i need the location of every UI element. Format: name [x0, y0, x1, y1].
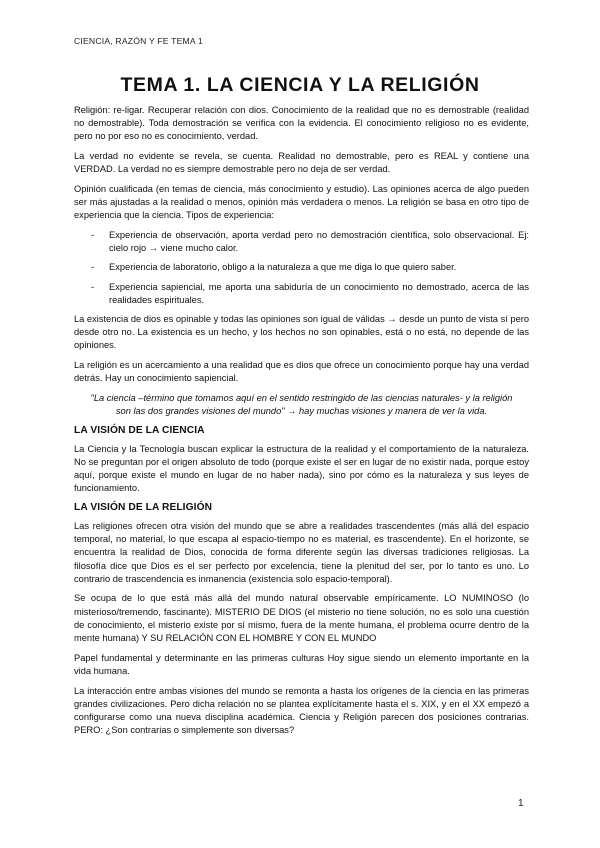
list-item-text: Experiencia de observación, aporta verdad pero no demostración científica, solo observacional. Ej: cielo rojo → viene mucho calor. [109, 230, 529, 254]
intro-paragraph-3: Opinión cualificada (en temas de ciencia, más conocimiento y estudio). Las opiniones acerca de algo pueden ser más ajustadas a la realidad o menos, opinión más verdadera o menos. La religión se basa en otro tipo de experiencia que la ciencia. Tipos de experiencia: [74, 183, 529, 221]
list-item-text: Experiencia de laboratorio, obligo a la naturaleza a que me diga lo que quiero saber. [109, 262, 457, 273]
section-heading-religion: LA VISIÓN DE LA RELIGIÓN [74, 502, 213, 513]
page-title: TEMA 1. LA CIENCIA Y LA RELIGIÓN [120, 74, 480, 96]
list-item [74, 281, 529, 307]
running-header: CIENCIA, RAZÓN Y FE TEMA 1 [74, 36, 203, 46]
list-dash: - [91, 262, 95, 273]
list-item-text: Experiencia sapiencial, me aporta una sabiduría de un conocimiento no demostrado, acerca de las realidades espirituales. [109, 281, 529, 305]
list-item [74, 229, 529, 255]
section-paragraph-ciencia: La Ciencia y la Tecnología buscan explicar la estructura de la realidad y el comportamiento de la naturaleza. No se preguntan por el origen absoluto de todo (porque existe el ser en lugar de no existir nada, porque estoy aquí, porque existe el mundo en lugar de no haber nada), sino por cómo es la naturaleza y sus leyes de funcionamiento. [74, 443, 529, 494]
section-paragraph-religion-1: Las religiones ofrecen otra visión del mundo que se abre a realidades trascendentes (más allá del espacio temporal, no material, lo que escapa al espacio-tiempo no es material, es trascendente). En el horizonte, se encuentra la realidad de Dios, conocida de forma diferente según las diversas tradiciones religiosas. La filosofía dice que Dios es el ser perfecto por excelencia, tiene la plenitud del ser, por lo tanto es uno. Lo contrario de trascendencia es inmanencia (existencia solo espacio-temporal). [74, 521, 529, 584]
page-number: 1 [518, 798, 524, 809]
block-quote: "La ciencia –término que tomamos aquí en el sentido restringido de las ciencias naturales- y la religión son las dos grandes visiones del mundo" → hay muchas visiones y manera de ver la vida. [90, 392, 513, 417]
intro-paragraph-1: Religión: re-ligar. Recuperar relación con dios. Conocimiento de la realidad que no es demostrable (realidad no demostrable). Toda demostración se verifica con la evidencia. El conocimiento religioso no es evidente, pero no por eso no es conocimiento, verdad. [74, 105, 529, 142]
section-paragraph-religion-4: La interacción entre ambas visiones del mundo se remonta a hasta los orígenes de la ciencia en las primeras grandes civilizaciones. Pero dicha relación no se plantea explícitamente hasta el s. XIX, y en el XX empezó a configurarse como una nueva disciplina académica. Ciencia y Religión parecen dos posiciones contrarias. PERO: ¿Son contrarias o simplemente son diversas? [74, 685, 529, 736]
list-item [74, 261, 529, 274]
section-heading-ciencia: LA VISIÓN DE LA CIENCIA [74, 424, 205, 436]
intro-paragraph-2: La verdad no evidente se revela, se cuenta. Realidad no demostrable, pero es REAL y contiene una VERDAD. La verdad no es siempre demostrable pero no deja de ser verdad. [74, 151, 529, 175]
list-dash: - [91, 230, 95, 240]
section-paragraph-religion-2: Se ocupa de lo que está más allá del mundo natural observable empíricamente. LO NUMINOSO (lo misterioso/tremendo, fascinante). MISTERIO DE DIOS (el misterio no tiene solución, no es solo una cuestión de conocimiento, el misterio existe por sí mismo, fuera de la mente humana, el problema ocurre dentro de la mente humana) Y SU RELACIÓN CON EL HOMBRE Y CON EL MUNDO [74, 593, 529, 643]
section-paragraph-religion-3: Papel fundamental y determinante en las primeras culturas Hoy sigue siendo un elemento importante en la vida humana. [74, 652, 529, 676]
document-body [74, 104, 529, 744]
list-dash: - [91, 281, 95, 292]
experience-list [74, 229, 529, 307]
body-paragraph-approach: La religión es un acercamiento a una realidad que es dios que ofrece un conocimiento porque hay una verdad detrás. Hay un conocimiento sapiencial. [74, 360, 529, 384]
body-paragraph-existence: La existencia de dios es opinable y todas las opiniones son igual de válidas → desde un punto de vista sí pero desde otro no. La existencia es un hecho, y los hechos no son opinables, está o no está, no depende de las opiniones. [74, 313, 529, 351]
